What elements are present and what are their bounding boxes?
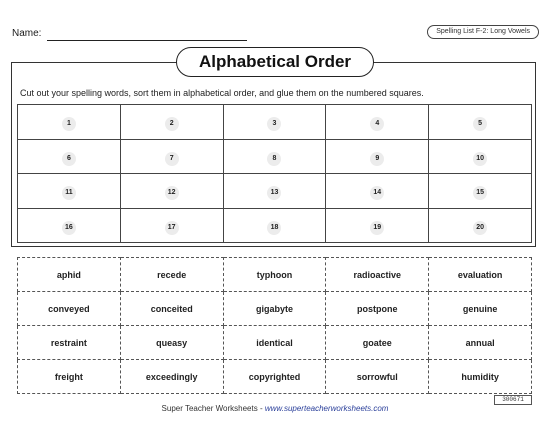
- spelling-list-label: Spelling List F-2: Long Vowels: [427, 25, 539, 39]
- word-card: radioactive: [326, 258, 429, 292]
- word-card: restraint: [18, 326, 121, 360]
- word-card: aphid: [18, 258, 121, 292]
- word-card: recede: [120, 258, 223, 292]
- numbered-square: [326, 105, 429, 140]
- square-number: 16: [62, 221, 76, 235]
- word-card: queasy: [120, 326, 223, 360]
- word-card: freight: [18, 360, 121, 394]
- footer: [0, 404, 550, 413]
- numbered-square: [18, 105, 121, 140]
- word-card: conceited: [120, 292, 223, 326]
- numbered-square: [429, 208, 532, 243]
- page-title: Alphabetical Order: [176, 47, 374, 77]
- word-card: conveyed: [18, 292, 121, 326]
- numbered-square: [223, 174, 326, 209]
- square-number: 13: [267, 186, 281, 200]
- square-number: 18: [267, 221, 281, 235]
- word-card: sorrowful: [326, 360, 429, 394]
- square-number: 7: [165, 152, 179, 166]
- square-number: 12: [165, 186, 179, 200]
- square-number: 17: [165, 221, 179, 235]
- word-card: goatee: [326, 326, 429, 360]
- numbered-square: [18, 208, 121, 243]
- footer-brand: Super Teacher Worksheets: [161, 404, 258, 413]
- numbered-square: [120, 105, 223, 140]
- word-card: evaluation: [429, 258, 532, 292]
- numbered-square: [326, 174, 429, 209]
- square-number: 2: [165, 117, 179, 131]
- numbered-square: [223, 139, 326, 174]
- square-number: 14: [370, 186, 384, 200]
- square-number: 15: [473, 186, 487, 200]
- numbered-grid: [17, 104, 532, 243]
- numbered-square: [18, 139, 121, 174]
- word-card: gigabyte: [223, 292, 326, 326]
- square-number: 11: [62, 186, 76, 200]
- square-number: 19: [370, 221, 384, 235]
- word-card: typhoon: [223, 258, 326, 292]
- word-card: humidity: [429, 360, 532, 394]
- word-card: genuine: [429, 292, 532, 326]
- numbered-square: [326, 208, 429, 243]
- numbered-square: [18, 174, 121, 209]
- name-line: [47, 40, 247, 41]
- square-number: 4: [370, 117, 384, 131]
- numbered-square: [223, 105, 326, 140]
- square-number: 5: [473, 117, 487, 131]
- word-card: copyrighted: [223, 360, 326, 394]
- word-card: annual: [429, 326, 532, 360]
- name-label: Name:: [12, 28, 42, 39]
- word-card: exceedingly: [120, 360, 223, 394]
- footer-url[interactable]: www.superteacherworksheets.com: [264, 404, 389, 413]
- numbered-square: [326, 139, 429, 174]
- numbered-square: [429, 174, 532, 209]
- word-card: postpone: [326, 292, 429, 326]
- numbered-square: [223, 208, 326, 243]
- square-number: 8: [267, 152, 281, 166]
- worksheet-code: 300671: [494, 395, 532, 405]
- square-number: 10: [473, 152, 487, 166]
- square-number: 9: [370, 152, 384, 166]
- word-card: identical: [223, 326, 326, 360]
- numbered-square: [120, 139, 223, 174]
- numbered-square: [120, 208, 223, 243]
- numbered-square: [429, 105, 532, 140]
- instructions: Cut out your spelling words, sort them in alphabetical order, and glue them on the numbered squares.: [20, 88, 424, 98]
- square-number: 3: [267, 117, 281, 131]
- word-cards: [17, 257, 532, 394]
- numbered-square: [120, 174, 223, 209]
- square-number: 6: [62, 152, 76, 166]
- square-number: 1: [62, 117, 76, 131]
- footer-separator: -: [257, 404, 265, 413]
- numbered-square: [429, 139, 532, 174]
- square-number: 20: [473, 221, 487, 235]
